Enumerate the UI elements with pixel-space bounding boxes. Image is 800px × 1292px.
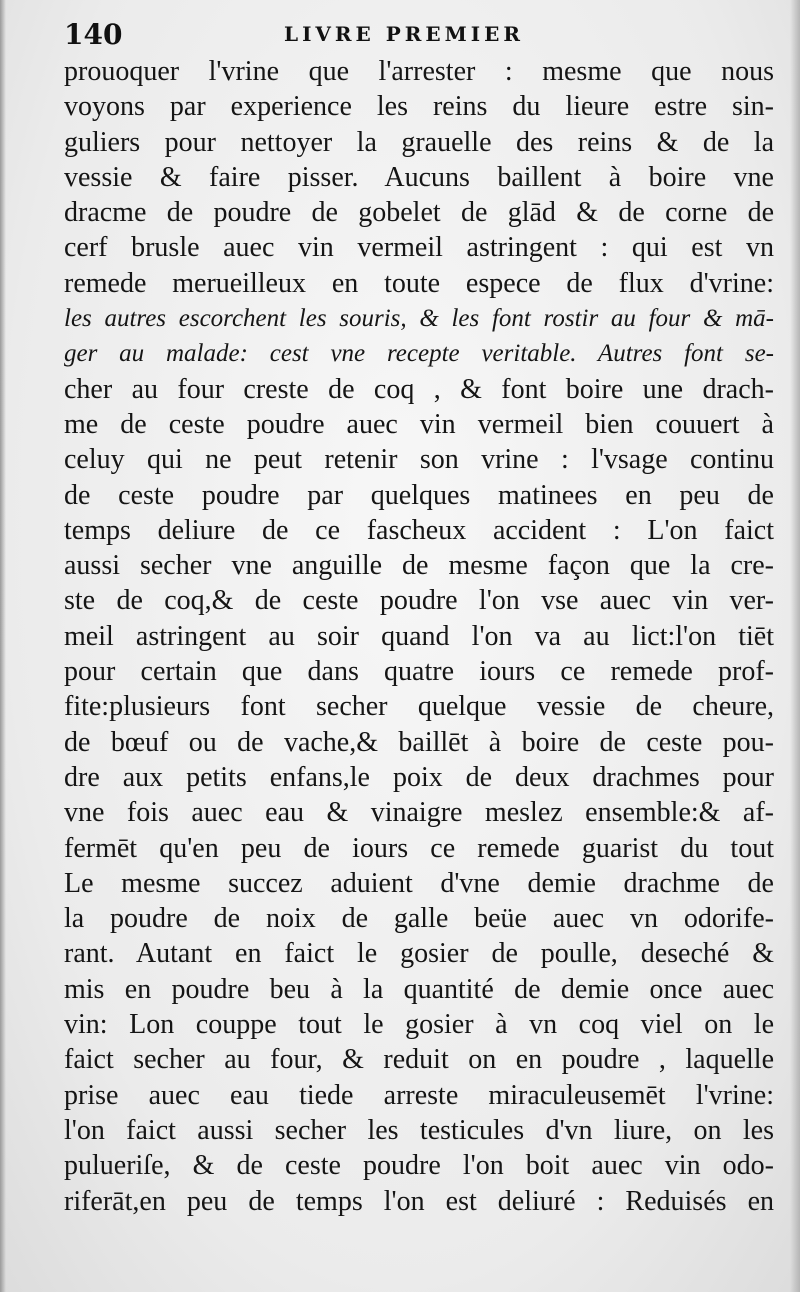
text-line: dre aux petits enfans,le poix de deux drachmes pour (64, 761, 774, 793)
text-line: vin: Lon couppe tout le gosier à vn coq viel on le (64, 1009, 774, 1041)
text-line: voyons par experience les reins du lieure estre sin- (64, 91, 774, 123)
text-line: cerf brusle auec vin vermeil astringent : qui est vn (64, 232, 774, 264)
text-line: cher au four creste de coq , & font boire une drach- (64, 373, 774, 405)
text-line: pour certain que dans quatre iours ce remede prof- (64, 656, 774, 688)
text-line: mis en poudre beu à la quantité de demie once auec (64, 973, 774, 1005)
page-shadow-left (0, 0, 6, 1292)
text-line: de ceste poudre par quelques matinees en peu de (64, 479, 774, 511)
text-line: aussi secher vne anguille de mesme façon que la cre- (64, 550, 774, 582)
text-line: riferāt,en peu de temps l'on est deliuré : Reduisés en (64, 1185, 774, 1217)
page-number: 140 (64, 18, 123, 51)
page-header (64, 14, 784, 54)
text-line: guliers pour nettoyer la grauelle des reins & de la (64, 126, 774, 158)
text-line: temps deliure de ce fascheux accident : L'on faict (64, 514, 774, 546)
text-line: fite:plusieurs font secher quelque vessie de cheure, (64, 691, 774, 723)
text-line: ger au malade: cest vne recepte veritable. Autres font se- (64, 340, 774, 368)
text-line: les autres escorchent les souris, & les font rostir au four & mā- (64, 305, 774, 333)
text-line: meil astringent au soir quand l'on va au lict:l'on tiēt (64, 620, 774, 652)
page-shadow-right (790, 0, 800, 1292)
body-text (64, 54, 774, 1219)
text-line: fermēt qu'en peu de iours ce remede guarist du tout (64, 832, 774, 864)
text-line: remede merueilleux en toute espece de flux d'vrine: (64, 267, 774, 299)
text-line: l'on faict aussi secher les testicules d'vn liure, on les (64, 1114, 774, 1146)
running-head: LIVRE PREMIER (284, 22, 525, 46)
text-line: faict secher au four, & reduit on en poudre , laquelle (64, 1044, 774, 1076)
text-line: ste de coq,& de ceste poudre l'on vse auec vin ver- (64, 585, 774, 617)
text-line: de bœuf ou de vache,& baillēt à boire de ceste pou- (64, 726, 774, 758)
text-line: celuy qui ne peut retenir son vrine : l'vsage continu (64, 444, 774, 476)
text-line: me de ceste poudre auec vin vermeil bien couuert à (64, 408, 774, 440)
text-line: vessie & faire pisser. Aucuns baillent à boire vne (64, 161, 774, 193)
text-line: dracme de poudre de gobelet de glād & de corne de (64, 197, 774, 229)
text-line: la poudre de noix de galle beüe auec vn odorife- (64, 903, 774, 935)
text-line: rant. Autant en faict le gosier de poulle, deseché & (64, 938, 774, 970)
text-line: vne fois auec eau & vinaigre meslez ensemble:& af- (64, 797, 774, 829)
text-line: pulueriſe, & de ceste poudre l'on boit auec vin odo- (64, 1150, 774, 1182)
text-line: Le mesme succez aduient d'vne demie drachme de (64, 867, 774, 899)
text-line: prise auec eau tiede arreste miraculeusemēt l'vrine: (64, 1079, 774, 1111)
text-line: prouoquer l'vrine que l'arrester : mesme que nous (64, 56, 774, 87)
